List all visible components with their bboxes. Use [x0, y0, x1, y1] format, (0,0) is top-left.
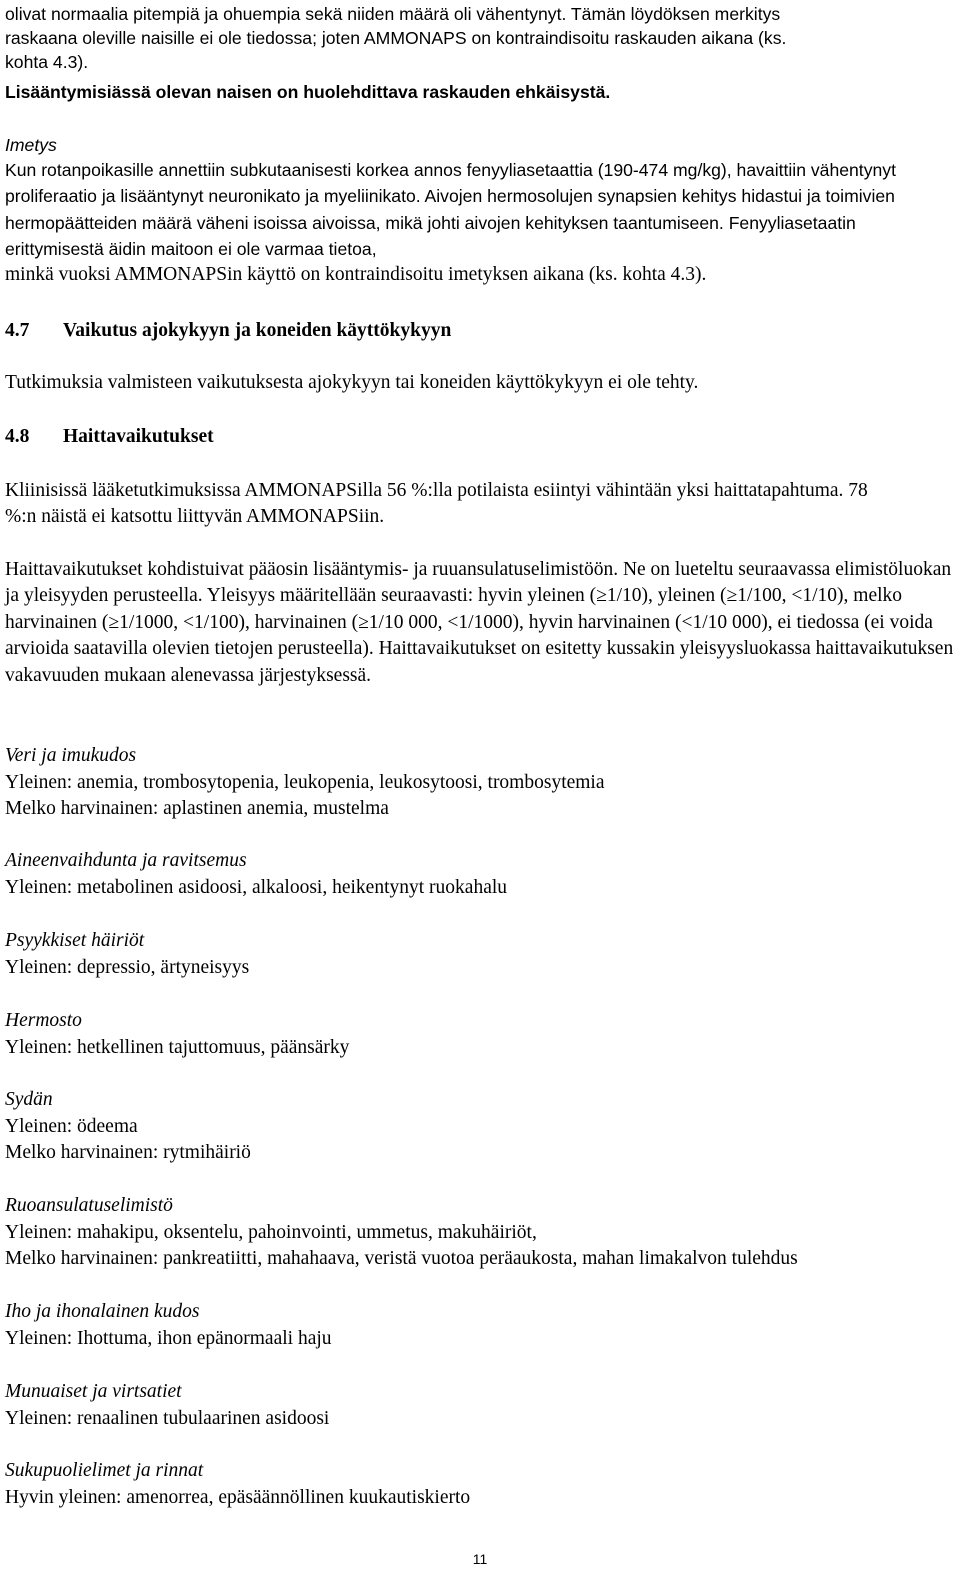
section-4-7-number: 4.7 — [5, 320, 30, 341]
category-aineenvaihdunta — [5, 848, 507, 901]
intro-line-3: kohta 4.3). — [5, 52, 89, 72]
section-4-7-title: Vaikutus ajokykyyn ja koneiden käyttökykyyn — [63, 320, 452, 341]
category-line: Yleinen: metabolinen asidoosi, alkaloosi, heikentynyt ruokahalu — [5, 876, 508, 898]
page-number: 11 — [472, 1551, 488, 1567]
category-heading: Hermosto — [5, 1010, 82, 1031]
category-iho — [5, 1299, 332, 1352]
intro-line-2: raskaana oleville naisille ei ole tiedossa; joten AMMONAPS on kontraindisoitu raskauden aikana (ks. — [5, 28, 787, 48]
category-heading: Munuaiset ja virtsatiet — [5, 1381, 182, 1402]
category-heading: Ruoansulatuselimistö — [5, 1195, 173, 1216]
section-4-8-paragraph-2: Haittavaikutukset kohdistuivat pääosin lisääntymis- ja ruuansulatuselimistöön. Ne on lueteltu seuraavassa elimistöluokan ja yleisyyden perusteella. Yleisyys määritellään seuraavasti: hyvin yleinen (≥1/10), yleinen (≥1/100, <1/10), melko harvinainen (≥1/1000, <1/100), harvinainen (≥1/10 000, <1/1000), hyvin harvinainen (<1/10 000), ei tiedossa (ei voida arvioida saatavilla olevien tietojen perusteella). Haittavaikutukset on esitetty kussakin yleisyysluokassa haittavaikutuksen vakavuuden mukaan alenevassa järjestyksessä. — [5, 559, 954, 686]
category-hermosto — [5, 1008, 349, 1061]
breastfeeding-text: Kun rotanpoikasille annettiin subkutaanisesti korkea annos fenyyliasetaattia (190-474 mg/kg), havaittiin vähentynyt proliferaatio ja lisääntynyt neuronikato ja myeliinikato. Aivojen hermosolujen synapsien kehitys hidastui ja toimivien hermopäätteiden määrä väheni isoissa aivoissa, mikä johti aivojen kehityksen taantumiseen. Fenyyliasetaatin erittymisestä äidin maitoon ei ole varmaa tietoa, — [5, 160, 896, 260]
category-ruoansulatus — [5, 1193, 798, 1273]
category-line: Yleinen: hetkellinen tajuttomuus, päänsärky — [5, 1036, 350, 1058]
category-heading: Sukupuolielimet ja rinnat — [5, 1460, 204, 1481]
category-sydan — [5, 1087, 251, 1167]
category-line: Yleinen: renaalinen tubulaarinen asidoosi — [5, 1407, 330, 1429]
category-munuaiset — [5, 1379, 329, 1432]
category-psyykkiset — [5, 928, 249, 981]
category-line: Yleinen: depressio, ärtyneisyys — [5, 956, 250, 978]
category-heading: Sydän — [5, 1089, 53, 1110]
category-line: Hyvin yleinen: amenorrea, epäsäännöllinen kuukautiskierto — [5, 1486, 471, 1508]
category-heading: Aineenvaihdunta ja ravitsemus — [5, 850, 247, 871]
section-4-7-heading — [5, 318, 451, 344]
intro-paragraph — [5, 2, 955, 74]
category-heading: Iho ja ihonalainen kudos — [5, 1301, 200, 1322]
category-heading: Veri ja imukudos — [5, 745, 137, 766]
breastfeeding-heading: Imetys — [5, 135, 57, 155]
category-line: Melko harvinainen: pankreatiitti, mahahaava, veristä vuotoa peräaukosta, mahan limakalvon tulehdus — [5, 1248, 798, 1269]
category-line: Yleinen: mahakipu, oksentelu, pahoinvointi, ummetus, makuhäiriöt, — [5, 1221, 537, 1243]
category-line: Yleinen: ödeema — [5, 1115, 138, 1137]
category-heading: Psyykkiset häiriöt — [5, 930, 145, 951]
intro-line-1: olivat normaalia pitempiä ja ohuempia sekä niiden määrä oli vähentynyt. Tämän löydöksen merkitys — [5, 4, 781, 24]
category-line: Yleinen: Ihottuma, ihon epänormaali haju — [5, 1327, 332, 1349]
contraception-warning: Lisääntymisiässä olevan naisen on huolehdittava raskauden ehkäisystä. — [5, 82, 611, 102]
section-4-7-text: Tutkimuksia valmisteen vaikutuksesta ajokykyyn tai koneiden käyttökykyyn ei ole tehty. — [5, 372, 699, 393]
breastfeeding-contraindication: minkä vuoksi AMMONAPSin käyttö on kontraindisoitu imetyksen aikana (ks. kohta 4.3). — [5, 264, 707, 285]
section-4-8-title: Haittavaikutukset — [63, 426, 214, 447]
category-line: Yleinen: anemia, trombosytopenia, leukopenia, leukosytoosi, trombosytemia — [5, 771, 605, 793]
category-veri — [5, 743, 605, 823]
category-line: Melko harvinainen: rytmihäiriö — [5, 1142, 251, 1163]
section-4-8-paragraph-1: Kliinisissä lääketutkimuksissa AMMONAPSilla 56 %:lla potilaista esiintyi vähintään yksi haittatapahtuma. 78 %:n näistä ei katsottu liittyvän AMMONAPSiin. — [5, 480, 868, 527]
section-4-8-number: 4.8 — [5, 426, 30, 447]
category-line: Melko harvinainen: aplastinen anemia, mustelma — [5, 798, 389, 819]
section-4-8-heading — [5, 424, 214, 450]
category-sukupuolielimet — [5, 1458, 470, 1511]
